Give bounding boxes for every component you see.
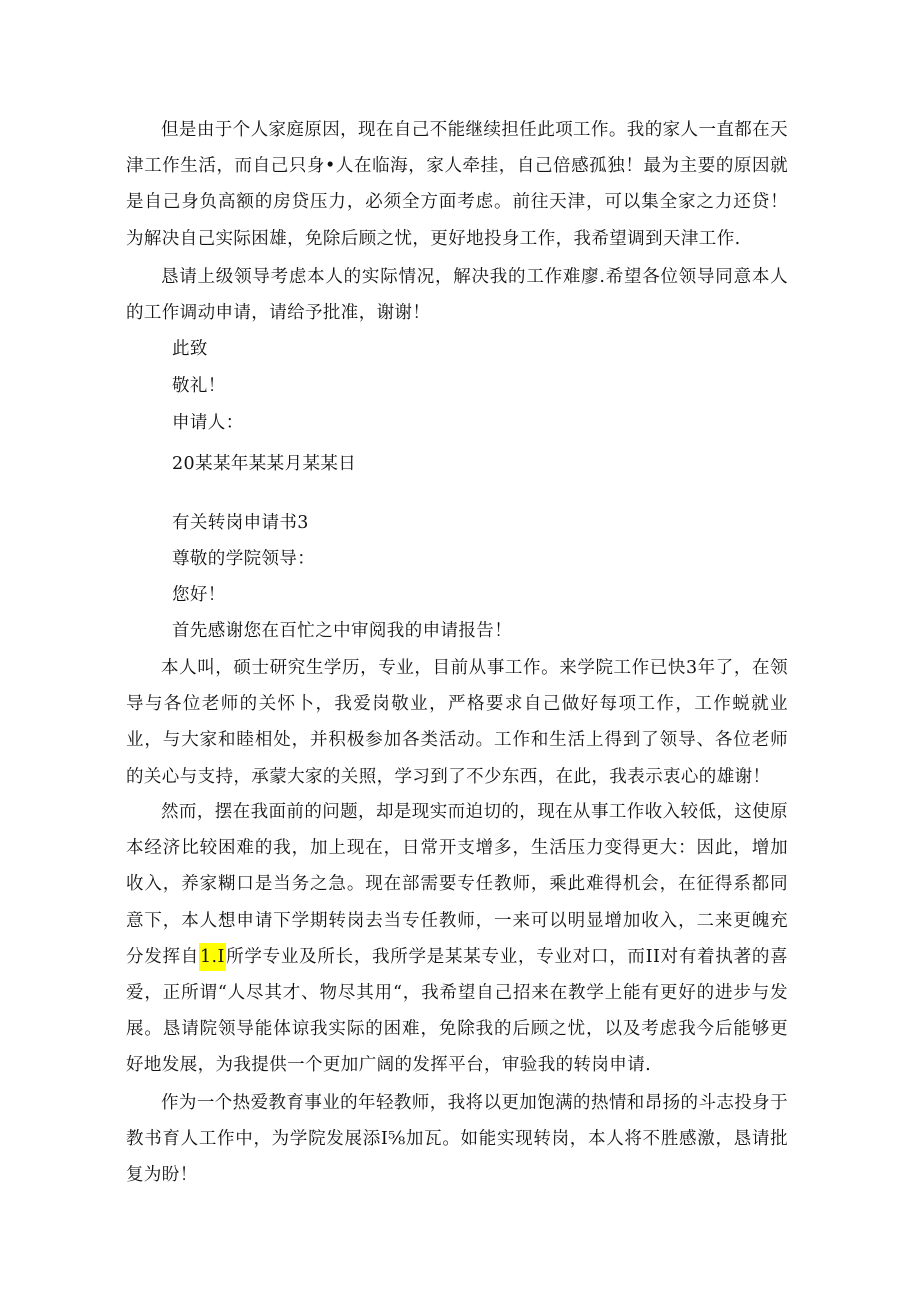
body-paragraph-request: 恳请上级领导考虑本人的实际情况，解决我的工作难廖.希望各位领导同意本人的工作调动申请，请给予批准，谢谢！ [126,267,788,324]
paragraph-text-part1: 然而，摆在我面前的问题，却是现实而迫切的，现在从事工作收入较低，这使原本经济比较困难的我，加上现在，日常开支增多，生活压力变得更大：因此，增加收入，养家糊口是当务之急。现在部需要专任教师，乘此难得机会，在征得系都同意下，本人想申请下学期转岗去当专任教师，一来可以明显增加收入，二来更魄充分发挥自 [126,802,788,967]
body-paragraph-family-reasons: 但是由于个人家庭原因，现在自己不能继续担任此项工作。我的家人一直都在天津工作生活，而自己只身•人在临海，家人牵挂，自己倍感孤独！最为主要的原因就是自己身负高额的房贷压力，必须全方面考虑。前往天津，可以集全家之力还贷！为解决自己实际困雄，免除后顾之忧，更好地投身工作，我希望调到天津工作. [126,120,788,249]
highlighted-text: 1.I [199,943,226,971]
applicant-label: 申请人： [172,413,244,433]
body-paragraph-closing: 作为一个热爱教育事业的年轻教师，我将以更加饱满的热情和昂扬的斗志投身于教书育人工作中，为学院发展添I⅝加瓦。如能实现转岗，本人将不胜感激，恳请批复为盼！ [126,1093,788,1186]
salutation: 尊敬的学院领导： [172,549,316,569]
body-paragraph-transfer-reason [126,794,788,1084]
closing-cizhi: 此致 [172,339,208,359]
greeting: 您好！ [172,585,226,605]
body-paragraph-background: 本人叫，硕士研究生学历，专业，目前从事工作。来学院工作已快3年了，在领导与各位老师的关怀卜，我爱岗敬业，严格要求自己做好每项工作，工作蜕就业业，与大家和睦相处，并积极参加各类活动。工作和生活上得到了领导、各位老师的关心与支持，承蒙大家的关照，学习到了不少东西，在此，我表示衷心的雄谢！ [126,658,788,787]
paragraph-text-part2: 所学专业及所长，我所学是某某专业，专业对口，而II对有着执著的喜爱，正所谓“人尽其才、物尽其用“，我希望自己招来在教学上能有更好的进步与发展。恳请院领导能体谅我实际的困难，免除我的后顾之忧，以及考虑我今后能够更好地发展，为我提供一个更加广阔的发挥平台，审验我的转岗申请. [126,946,788,1076]
closing-jingli: 敬礼！ [172,376,226,396]
section-title: 有关转岗申请书3 [172,513,309,533]
date-line: 20某某年某某月某某日 [172,454,357,474]
intro-line: 首先感谢您在百忙之中审阅我的申请报告！ [172,621,513,641]
